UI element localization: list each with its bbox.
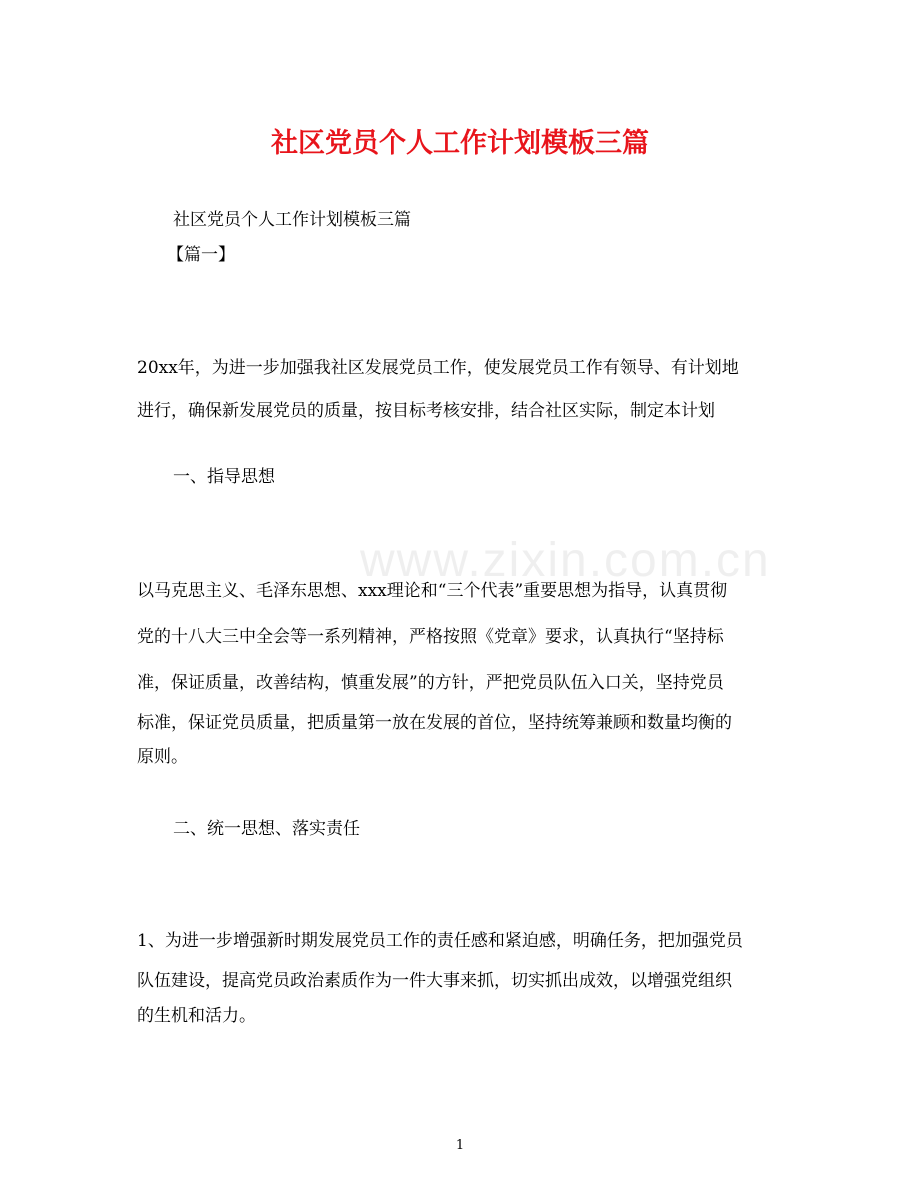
intro-line: 进行，确保新发展党员的质量，按目标考核安排，结合社区实际，制定本计划 — [137, 401, 715, 421]
section-heading: 一、指导思想 — [173, 467, 275, 487]
paragraph-line: 原则。 — [137, 747, 188, 767]
document-title: 社区党员个人工作计划模板三篇 — [271, 128, 649, 159]
paragraph-line: 队伍建设，提高党员政治素质作为一件大事来抓，切实抓出成效，以增强党组织 — [137, 971, 732, 991]
paragraph-line: 准，保证质量，改善结构，慎重发展”的方针，严把党员队伍入口关，坚持党员 — [137, 673, 724, 693]
watermark: www.zixin.com.cn — [360, 534, 771, 587]
intro-line: 20xx年，为进一步加强我社区发展党员工作，使发展党员工作有领导、有计划地 — [137, 358, 739, 378]
paragraph-line: 以马克思主义、毛泽东思想、xxx理论和“三个代表”重要思想为指导，认真贯彻 — [137, 581, 728, 601]
paragraph-line: 党的十八大三中全会等一系列精神，严格按照《党章》要求，认真执行“坚持标 — [137, 627, 724, 647]
subtitle: 社区党员个人工作计划模板三篇 — [173, 210, 411, 230]
paragraph-line: 标准，保证党员质量，把质量第一放在发展的首位，坚持统筹兼顾和数量均衡的 — [137, 713, 732, 733]
paragraph-line: 的生机和活力。 — [137, 1006, 256, 1026]
section-heading: 二、统一思想、落实责任 — [173, 819, 360, 839]
page-number: 1 — [455, 1138, 465, 1153]
part-label: 【篇一】 — [167, 245, 235, 265]
paragraph-line: 1、为进一步增强新时期发展党员工作的责任感和紧迫感，明确任务，把加强党员 — [137, 931, 743, 951]
